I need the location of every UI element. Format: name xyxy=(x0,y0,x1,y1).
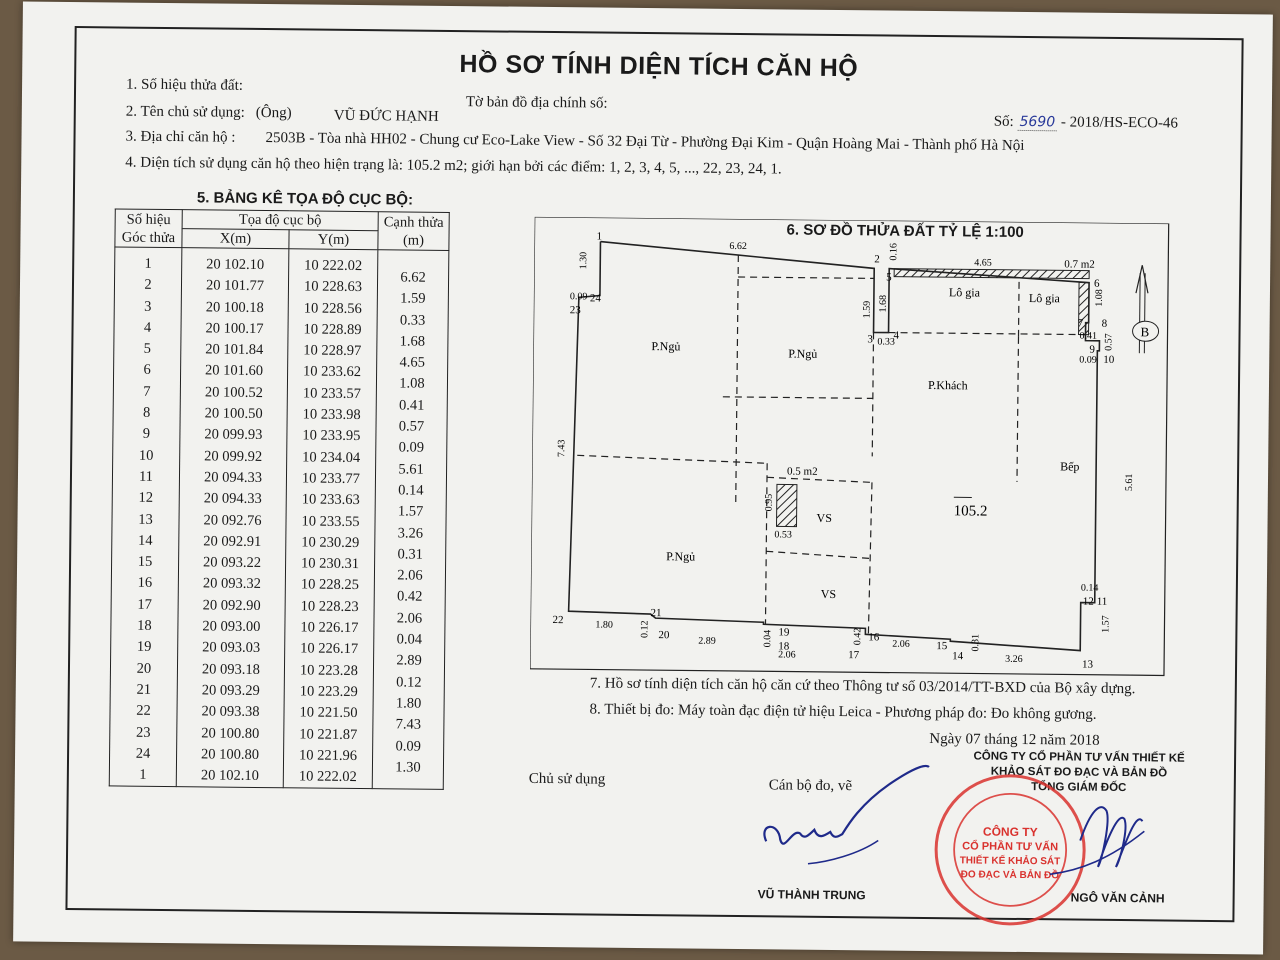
point-label: 9 xyxy=(1089,343,1095,356)
x-coordinate-cell: 20 100.18 xyxy=(205,299,264,316)
point-id-cell: 17 xyxy=(137,596,152,613)
point-id-cell: 5 xyxy=(143,340,152,358)
point-label: 22 xyxy=(552,614,564,627)
point-id-cell: 15 xyxy=(137,553,153,571)
company-name-2: KHẢO SÁT ĐO ĐẠC VÀ BẢN ĐỒ xyxy=(990,765,1168,780)
edge-length-cell: 4.65 xyxy=(399,354,425,371)
doc-number xyxy=(994,114,1178,133)
edge-length-cell: 0.41 xyxy=(398,397,425,414)
dim-label: 2.06 xyxy=(778,649,796,661)
owner-label: Chủ sử dụng xyxy=(528,770,606,788)
field-address-label: 3. Địa chỉ căn hộ : xyxy=(125,128,236,146)
point-id-cell: 14 xyxy=(137,532,153,549)
point-id-cell: 1 xyxy=(144,255,152,272)
x-coordinate-cell: 20 094.33 xyxy=(203,469,263,486)
dim-label: 0.33 xyxy=(877,336,895,348)
x-coordinate-cell: 20 092.90 xyxy=(202,597,261,614)
dim-label: 1.80 xyxy=(595,619,614,631)
wall-line xyxy=(889,333,1086,335)
col-x-header: X(m) xyxy=(182,229,289,249)
edge-length-cell: 0.31 xyxy=(397,546,423,563)
col-edge-header: Cạnh thửa (m) xyxy=(378,212,449,251)
dim-label: 0.41 xyxy=(1079,330,1098,342)
field-owner-label: 2. Tên chủ sử dụng: xyxy=(125,103,245,121)
point-label: 3 xyxy=(867,333,874,346)
point-id-cell: 4 xyxy=(143,319,152,336)
dim-label: 7.43 xyxy=(556,439,568,458)
y-coordinate-cell: 10 223.29 xyxy=(299,683,358,700)
doc-number-suffix: - 2018/HS-ECO-46 xyxy=(1060,114,1179,132)
table-heading: 5. BẢNG KÊ TỌA ĐỘ CỤC BỘ: xyxy=(196,189,414,209)
y-coordinate-cell: 10 221.96 xyxy=(298,747,358,764)
svg-text:CÔNG TY: CÔNG TY xyxy=(982,824,1038,840)
surveyor-label: Cán bộ đo, vẽ xyxy=(768,777,853,795)
north-arrow-head xyxy=(1136,265,1148,293)
dim-label: 2.89 xyxy=(698,635,716,647)
wall-line xyxy=(736,255,739,505)
point-label: 15 xyxy=(936,640,948,653)
room-bedroom-1: P.Ngủ xyxy=(651,339,681,354)
wall-line xyxy=(767,477,872,482)
y-coordinate-cell: 10 222.02 xyxy=(304,257,363,275)
company-name-1: CÔNG TY CỔ PHẦN TƯ VẤN THIẾT KẾ xyxy=(973,750,1185,765)
edge-length-cell: 0.42 xyxy=(396,588,423,606)
dim-label: 0.57 xyxy=(1103,333,1115,351)
surveyor-name: VŨ THÀNH TRUNG xyxy=(757,887,866,903)
svg-text:ĐO ĐẠC VÀ BẢN ĐỒ: ĐO ĐẠC VÀ BẢN ĐỒ xyxy=(960,869,1060,882)
point-id-cell: 10 xyxy=(138,447,154,464)
dim-label: 0.14 xyxy=(1080,582,1099,594)
y-coordinate-cell: 10 233.95 xyxy=(302,427,361,445)
dim-label: 0.16 xyxy=(888,243,900,261)
point-label: 6 xyxy=(1093,277,1100,290)
wall-line xyxy=(1018,282,1019,337)
document-title: HỒ SƠ TÍNH DIỆN TÍCH CĂN HỘ xyxy=(459,50,859,83)
x-coordinate-cell: 20 093.00 xyxy=(202,618,261,636)
svg-text:CỔ PHẦN TƯ VẤN: CỔ PHẦN TƯ VẤN xyxy=(962,840,1059,854)
edge-length-cell: 1.08 xyxy=(399,375,425,393)
x-coordinate-cell: 20 099.93 xyxy=(204,426,263,444)
area-small-2: 0.5 m2 xyxy=(787,465,818,478)
edge-length-cell: 6.62 xyxy=(400,269,426,286)
edge-length-cell: 0.04 xyxy=(396,631,423,648)
plan-border xyxy=(530,217,1169,676)
plan-heading: 6. SƠ ĐỒ THỬA ĐẤT TỶ LỆ 1:100 xyxy=(786,221,1024,241)
point-label: 23 xyxy=(569,304,581,317)
dim-label: 0.53 xyxy=(774,529,792,541)
col-point-header: Số hiệu Góc thửa xyxy=(115,209,182,248)
edge-length-cell: 1.59 xyxy=(400,290,426,308)
y-coordinate-cell: 10 233.63 xyxy=(301,491,360,509)
edge-length-cell: 1.68 xyxy=(399,333,426,350)
note-7: 7. Hồ sơ tính diện tích căn hộ căn cứ theo Thông tư số 03/2014/TT-BXD của Bộ xây dựng. xyxy=(589,675,1136,698)
document-frame xyxy=(65,26,1243,922)
wall-line xyxy=(872,332,873,456)
director-name: NGÔ VĂN CẢNH xyxy=(1070,890,1165,906)
point-id-cell: 8 xyxy=(142,404,151,421)
point-id-cell: 13 xyxy=(138,511,153,528)
dim-label: 1.59 xyxy=(861,300,873,319)
point-label: 7 xyxy=(1077,317,1084,330)
edge-length-cell: 0.33 xyxy=(399,312,426,329)
col-y-header: Y(m) xyxy=(289,230,378,250)
room-kitchen: Bếp xyxy=(1060,459,1080,474)
point-id-cell: 6 xyxy=(143,362,151,379)
room-bedroom-2: P.Ngủ xyxy=(788,346,818,361)
x-coordinate-cell: 20 093.18 xyxy=(201,661,261,678)
room-bedroom-3: P.Ngủ xyxy=(666,549,696,564)
point-id-cell: 11 xyxy=(138,468,154,485)
x-coordinate-cell: 20 099.92 xyxy=(204,448,263,465)
point-id-cell: 21 xyxy=(136,681,152,698)
wall-line xyxy=(723,397,873,399)
x-column xyxy=(176,248,289,789)
x-coordinate-cell: 20 094.33 xyxy=(203,490,262,508)
north-label: B xyxy=(1140,324,1150,340)
wall-line xyxy=(766,551,869,558)
room-living: P.Khách xyxy=(927,377,968,393)
dim-label: 0.09 xyxy=(569,291,588,303)
dim-label: 5.61 xyxy=(1123,473,1136,492)
director-title: TỔNG GIÁM ĐỐC xyxy=(1031,781,1127,795)
x-coordinate-cell: 20 093.22 xyxy=(203,554,262,572)
point-id-cell: 22 xyxy=(136,702,151,720)
wall-line xyxy=(738,277,874,278)
sign-date: Ngày 07 tháng 12 năm 2018 xyxy=(929,731,1100,749)
edge-length-cell: 1.30 xyxy=(395,759,421,776)
edge-column xyxy=(372,250,449,790)
point-id-cell: 12 xyxy=(138,489,154,507)
y-coordinate-cell: 10 228.25 xyxy=(300,576,359,594)
point-id-cell: 19 xyxy=(136,639,152,656)
field-parcel-no: 1. Số hiệu thửa đất: xyxy=(126,76,244,94)
y-coordinate-cell: 10 222.02 xyxy=(298,768,357,786)
edge-length-cell: 2.06 xyxy=(396,610,423,627)
point-id-cell: 7 xyxy=(143,383,151,400)
point-label: 12 xyxy=(1082,595,1094,608)
col-coords-header: Tọa độ cục bộ xyxy=(182,210,378,231)
point-id-cell: 24 xyxy=(135,745,151,762)
point-label: 21 xyxy=(650,607,662,620)
dim-label: 1.57 xyxy=(1100,615,1112,633)
point-label: 13 xyxy=(1082,658,1094,671)
dim-label: 0.31 xyxy=(970,633,982,652)
point-label: 20 xyxy=(658,629,670,642)
map-sheet-label: Tờ bản đồ địa chính số: xyxy=(465,94,608,112)
x-coordinate-cell: 20 100.50 xyxy=(204,405,263,423)
area-small-1: 0.7 m2 xyxy=(1064,258,1095,271)
point-label: 4 xyxy=(893,329,900,342)
point-id-cell: 3 xyxy=(144,298,152,315)
points-column xyxy=(109,247,182,787)
edge-length-cell: 0.14 xyxy=(398,482,424,499)
y-coordinate-cell: 10 233.98 xyxy=(302,406,361,424)
dim-label: 0.95 xyxy=(763,493,775,512)
dim-label: 1.08 xyxy=(1093,289,1106,307)
y-coordinate-cell: 10 230.31 xyxy=(301,555,360,573)
point-label: 5 xyxy=(886,271,892,284)
field-area: 4. Diện tích sử dụng căn hộ theo hiện trạng là: 105.2 m2; giới hạn bởi các điểm: 1, 2, 3, 4, 5, ..., 22, 23, 24, 1. xyxy=(125,154,782,178)
floor-plan xyxy=(530,217,1175,680)
y-coordinate-cell: 10 226.17 xyxy=(300,640,359,658)
x-coordinate-cell: 20 093.03 xyxy=(202,639,261,657)
x-coordinate-cell: 20 102.10 xyxy=(206,256,265,274)
edge-length-cell: 0.12 xyxy=(396,674,422,691)
point-id-cell: 9 xyxy=(142,426,151,443)
x-coordinate-cell: 20 093.29 xyxy=(201,682,260,699)
field-owner-name: VŨ ĐỨC HẠNH xyxy=(333,107,439,125)
point-label: 18 xyxy=(778,640,790,653)
point-label: 11 xyxy=(1096,595,1108,608)
point-label: 16 xyxy=(868,631,880,644)
north-arrow-line xyxy=(1139,273,1140,353)
company-stamp xyxy=(929,769,1161,931)
dim-label: 6.62 xyxy=(729,240,747,253)
edge-length-cell: 3.26 xyxy=(397,524,424,542)
point-label: 17 xyxy=(848,649,860,662)
y-coordinate-cell: 10 230.29 xyxy=(301,534,360,551)
x-coordinate-cell: 20 102.10 xyxy=(200,767,259,785)
point-label: 14 xyxy=(952,650,964,663)
doc-number-prefix: Số: xyxy=(993,113,1014,130)
svg-text:THIẾT KẾ KHẢO SÁT: THIẾT KẾ KHẢO SÁT xyxy=(959,855,1061,868)
field-address-value: 2503B - Tòa nhà HH02 - Chung cư Eco-Lake View - Số 32 Đại Từ - Phường Đại Kim - Quận Hoàng Mai - Thành phố Hà Nội xyxy=(265,130,1025,154)
coordinate-table xyxy=(109,208,450,790)
x-coordinate-cell: 20 101.84 xyxy=(205,341,264,359)
dim-label: 0.12 xyxy=(639,620,651,639)
room-loggia-2: Lô gia xyxy=(1028,291,1060,306)
dim-label: 1.68 xyxy=(877,294,889,313)
point-id-cell: 18 xyxy=(137,617,152,634)
point-label: 24 xyxy=(589,292,601,305)
wall-line xyxy=(1017,337,1019,482)
x-coordinate-cell: 20 100.52 xyxy=(204,384,263,401)
x-coordinate-cell: 20 101.60 xyxy=(205,362,264,380)
edge-length-cell: 2.06 xyxy=(397,567,423,584)
y-coordinate-cell: 10 221.50 xyxy=(299,704,358,722)
x-coordinate-cell: 20 092.91 xyxy=(203,533,262,550)
edge-length-cell: 2.89 xyxy=(396,652,422,670)
edge-length-cell: 5.61 xyxy=(398,461,424,478)
point-id-cell: 1 xyxy=(139,766,147,783)
room-loggia-1: Lô gia xyxy=(948,285,981,300)
total-area-value: 105.2 xyxy=(953,503,988,520)
x-coordinate-cell: 20 093.32 xyxy=(202,575,261,593)
hatched-balcony-top xyxy=(894,269,1089,279)
y-coordinate-cell: 10 233.57 xyxy=(302,385,361,402)
dim-label: 0.09 xyxy=(1079,354,1097,366)
x-coordinate-cell: 20 100.80 xyxy=(200,746,260,763)
dim-label: 1.30 xyxy=(578,251,590,270)
y-coordinate-cell: 10 233.55 xyxy=(301,512,360,530)
y-coordinate-cell: 10 228.63 xyxy=(303,278,363,296)
y-column xyxy=(283,249,378,789)
y-coordinate-cell: 10 223.28 xyxy=(299,662,359,679)
y-coordinate-cell: 10 228.97 xyxy=(303,342,362,360)
edge-length-cell: 7.43 xyxy=(395,716,422,733)
dim-label: 0.42 xyxy=(852,627,864,646)
doc-number-handwritten: 5690 xyxy=(1017,114,1057,131)
point-label: 2 xyxy=(874,253,880,266)
point-label: 8 xyxy=(1101,317,1108,330)
edge-length-cell: 1.80 xyxy=(395,695,422,712)
y-coordinate-cell: 10 228.23 xyxy=(300,598,359,615)
point-id-cell: 16 xyxy=(137,575,153,592)
y-coordinate-cell: 10 228.89 xyxy=(303,321,362,338)
y-coordinate-cell: 10 233.77 xyxy=(301,470,361,488)
edge-length-cell: 0.09 xyxy=(395,737,421,755)
x-coordinate-cell: 20 093.38 xyxy=(201,703,260,721)
x-coordinate-cell: 20 100.17 xyxy=(205,320,264,337)
surveyor-signature xyxy=(748,743,949,885)
edge-length-cell: 0.57 xyxy=(398,418,425,435)
document-page xyxy=(13,1,1273,954)
room-wc-2: VS xyxy=(820,586,837,602)
point-id-cell: 23 xyxy=(135,724,151,741)
room-wc-1: VS xyxy=(816,510,833,525)
point-label: 19 xyxy=(778,626,790,639)
x-coordinate-cell: 20 101.77 xyxy=(205,277,265,295)
y-coordinate-cell: 10 233.62 xyxy=(303,363,362,381)
y-coordinate-cell: 10 228.56 xyxy=(303,300,362,317)
point-label: 1 xyxy=(596,230,603,243)
y-coordinate-cell: 10 226.17 xyxy=(300,619,359,637)
dim-label: 3.26 xyxy=(1005,653,1023,665)
wall-line xyxy=(765,463,767,624)
dim-label: 2.06 xyxy=(892,638,910,650)
dim-label: 0.04 xyxy=(762,629,774,648)
dim-label: 4.65 xyxy=(974,257,992,269)
edge-length-cell: 0.09 xyxy=(398,439,425,457)
hatched-duct xyxy=(777,484,797,526)
x-coordinate-cell: 20 100.80 xyxy=(201,724,260,742)
y-coordinate-cell: 10 221.87 xyxy=(299,725,358,743)
y-coordinate-cell: 10 234.04 xyxy=(302,449,361,466)
edge-length-cell: 1.57 xyxy=(397,503,424,520)
wall-line xyxy=(577,455,767,463)
field-owner-title: (Ông) xyxy=(255,104,292,122)
point-id-cell: 20 xyxy=(136,660,152,677)
note-8: 8. Thiết bị đo: Máy toàn đạc điện tử hiệu Leica - Phương pháp đo: Đo không gương. xyxy=(589,701,1097,723)
x-coordinate-cell: 20 092.76 xyxy=(203,511,262,529)
point-id-cell: 2 xyxy=(144,277,152,294)
point-label: 10 xyxy=(1103,353,1115,366)
